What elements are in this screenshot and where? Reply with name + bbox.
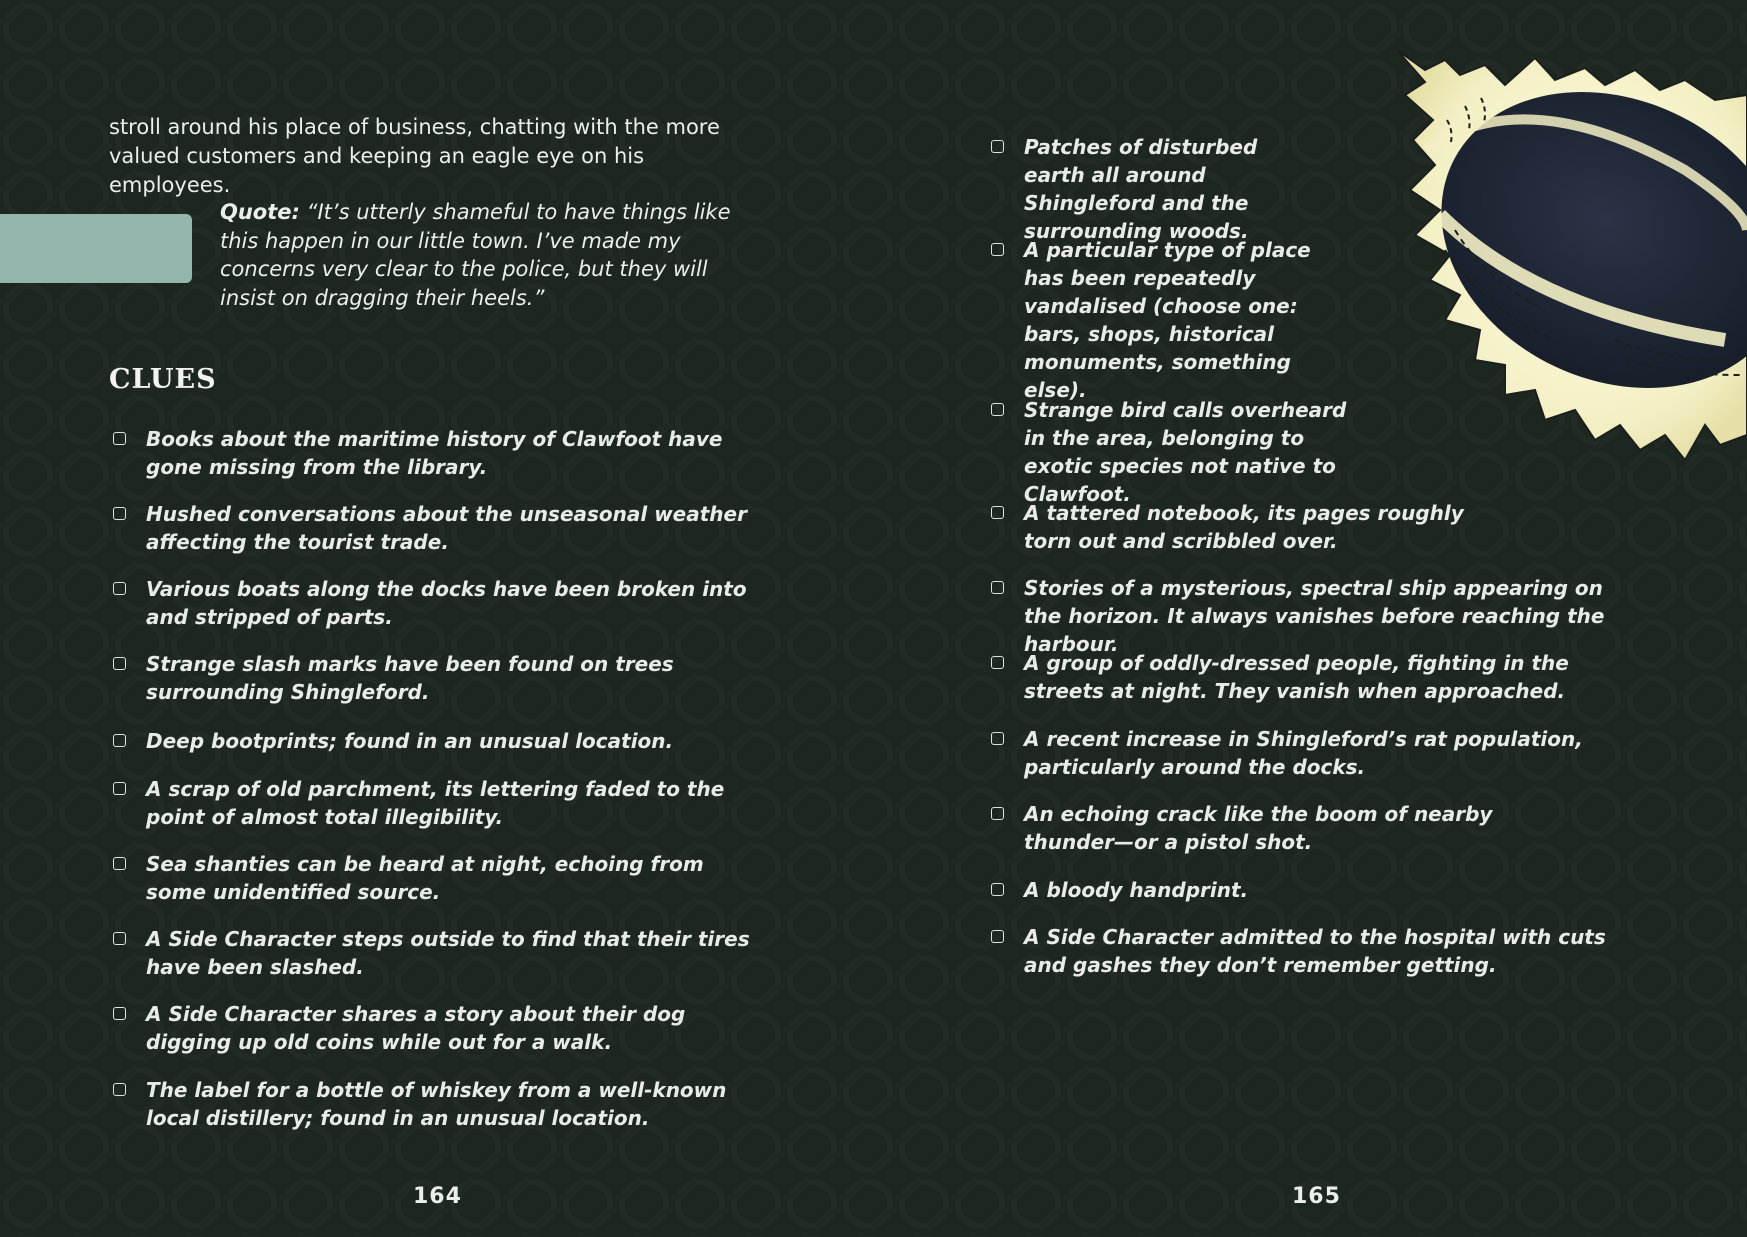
clue-item: An echoing crack like the boom of nearby thunder—or a pistol shot. [987, 800, 1584, 856]
clue-item: A Side Character admitted to the hospital with cuts and gashes they don’t remember getting. [987, 923, 1644, 979]
checkbox-icon[interactable] [991, 656, 1004, 669]
checkbox-icon[interactable] [113, 932, 126, 945]
page-tab-marker [0, 214, 192, 283]
checkbox-icon[interactable] [991, 807, 1004, 820]
checkbox-icon[interactable] [113, 507, 126, 520]
checkbox-icon[interactable] [113, 782, 126, 795]
checkbox-icon[interactable] [991, 243, 1004, 256]
clue-item: The label for a bottle of whiskey from a well-known local distillery; found in an unusual location. [109, 1076, 769, 1132]
checkbox-icon[interactable] [113, 657, 126, 670]
character-quote [220, 198, 760, 312]
checkbox-icon[interactable] [113, 1007, 126, 1020]
clues-heading: CLUES [109, 364, 217, 395]
checkbox-icon[interactable] [991, 581, 1004, 594]
clue-item: A scrap of old parchment, its lettering faded to the point of almost total illegibility. [109, 775, 769, 831]
left-page [0, 0, 873, 1237]
clue-item: Patches of disturbed earth all around Shingleford and the surrounding woods. [987, 133, 1319, 245]
intro-paragraph: stroll around his place of business, chatting with the more valued customers and keeping an eagle eye on his employees. [109, 115, 720, 197]
quote-label: Quote: [220, 200, 300, 224]
clue-item: A tattered notebook, its pages roughly torn out and scribbled over. [987, 499, 1504, 555]
clue-item: Deep bootprints; found in an unusual location. [109, 727, 673, 755]
checkbox-icon[interactable] [991, 403, 1004, 416]
clue-item: Books about the maritime history of Clawfoot have gone missing from the library. [109, 425, 769, 481]
clue-item: Hushed conversations about the unseasonal weather affecting the tourist trade. [109, 500, 769, 556]
clue-item: A recent increase in Shingleford’s rat population, particularly around the docks. [987, 725, 1644, 781]
checkbox-icon[interactable] [991, 883, 1004, 896]
checkbox-icon[interactable] [113, 582, 126, 595]
clue-item: Strange slash marks have been found on trees surrounding Shingleford. [109, 650, 769, 706]
dark-orb-illustration [1385, 40, 1747, 490]
clue-item: A Side Character steps outside to find that their tires have been slashed. [109, 925, 769, 981]
clue-item: Sea shanties can be heard at night, echoing from some unidentified source. [109, 850, 769, 906]
clue-item: A particular type of place has been repeatedly vandalised (choose one: bars, shops, historical monuments, something else). [987, 236, 1319, 404]
checkbox-icon[interactable] [991, 506, 1004, 519]
clue-item: A bloody handprint. [987, 876, 1644, 904]
checkbox-icon[interactable] [113, 432, 126, 445]
quote-text: “It’s utterly shameful to have things like this happen in our little town. I’ve made my concerns very clear to the police, but they will insist on dragging their heels.” [220, 200, 731, 310]
clue-item: Strange bird calls overheard in the area, belonging to exotic species not native to Clawfoot. [987, 396, 1369, 508]
checkbox-icon[interactable] [113, 734, 126, 747]
page-number: 164 [413, 1184, 462, 1209]
checkbox-icon[interactable] [113, 857, 126, 870]
clue-item: Stories of a mysterious, spectral ship appearing on the horizon. It always vanishes before reaching the harbour. [987, 574, 1644, 658]
checkbox-icon[interactable] [991, 930, 1004, 943]
clue-item: Various boats along the docks have been broken into and stripped of parts. [109, 575, 769, 631]
checkbox-icon[interactable] [113, 1083, 126, 1096]
checkbox-icon[interactable] [991, 140, 1004, 153]
checkbox-icon[interactable] [991, 732, 1004, 745]
clue-item: A group of oddly-dressed people, fighting in the streets at night. They vanish when approached. [987, 649, 1644, 705]
clue-item: A Side Character shares a story about their dog digging up old coins while out for a walk. [109, 1000, 769, 1056]
page-number: 165 [1292, 1184, 1341, 1209]
